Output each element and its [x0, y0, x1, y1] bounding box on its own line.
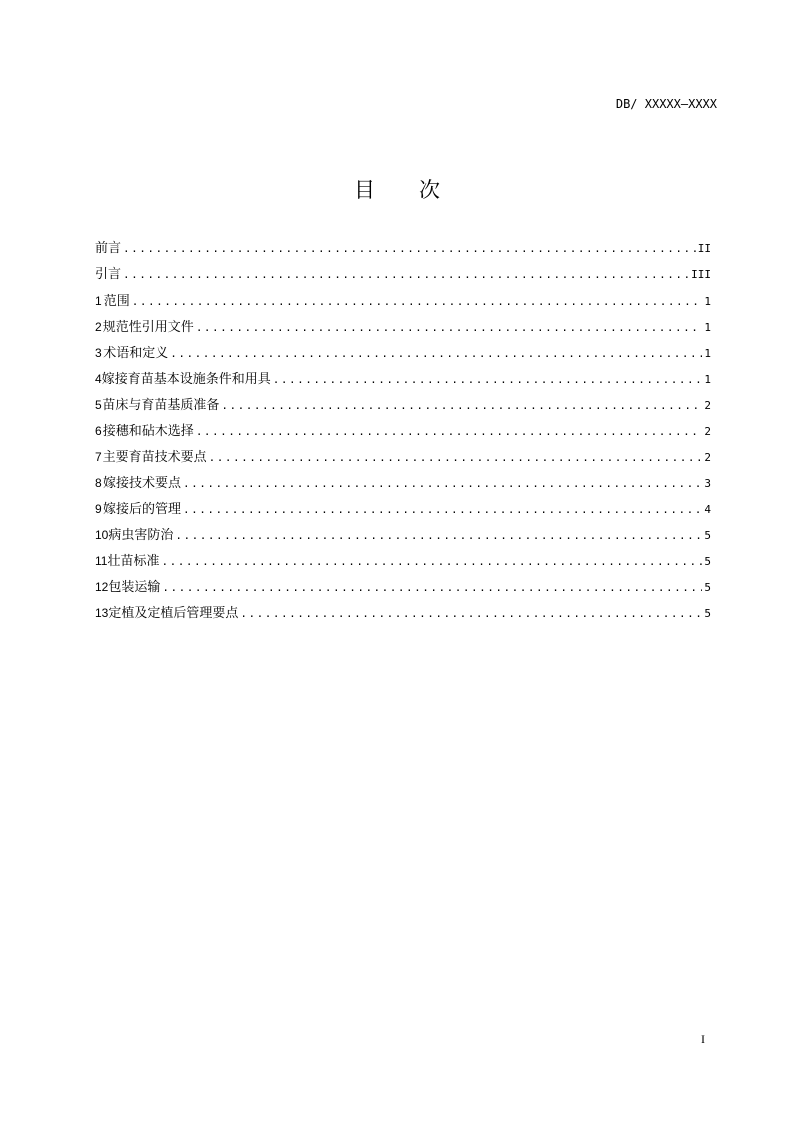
toc-entry-page: 5 — [704, 529, 711, 542]
toc-leader-dots — [196, 318, 703, 338]
toc-leader-dots — [175, 526, 702, 546]
toc-entry-label: 嫁接技术要点 — [103, 476, 182, 491]
toc-entry-number: 8 — [95, 476, 102, 490]
toc-entry-page: 1 — [704, 321, 711, 334]
toc-leader-dots — [273, 370, 703, 390]
toc-leader-dots — [183, 500, 702, 520]
toc-entry-page: 1 — [704, 373, 711, 386]
toc-entry-4[interactable] — [95, 369, 711, 395]
toc-leader-dots — [240, 604, 702, 624]
toc-entry-number: 10 — [95, 528, 109, 542]
toc-entry-13[interactable] — [95, 603, 711, 629]
page-title — [0, 174, 794, 204]
toc-leader-dots — [123, 265, 689, 285]
toc-entry-number: 12 — [95, 580, 109, 594]
toc-entry-3[interactable] — [95, 343, 711, 369]
toc-entry-7[interactable] — [95, 447, 711, 473]
toc-leader-dots — [162, 578, 702, 598]
toc-entry-label: 定植及定植后管理要点 — [108, 606, 239, 621]
toc-entry-2[interactable] — [95, 317, 711, 343]
toc-entry-page: 3 — [704, 477, 711, 490]
title-char-1: 目 — [354, 178, 375, 202]
toc-entry-page: 2 — [704, 399, 711, 412]
toc-entry-number: 5 — [95, 398, 102, 412]
table-of-contents — [95, 239, 711, 629]
toc-entry-1[interactable] — [95, 291, 711, 317]
toc-entry-number: 1 — [95, 294, 102, 308]
toc-entry-number: 3 — [95, 346, 102, 360]
toc-entry-label: 引言 — [95, 267, 122, 282]
toc-entry-6[interactable] — [95, 421, 711, 447]
toc-entry-label: 术语和定义 — [103, 346, 169, 361]
toc-entry-label: 范围 — [103, 294, 130, 309]
toc-entry-8[interactable] — [95, 473, 711, 499]
toc-entry-page: 2 — [704, 425, 711, 438]
toc-entry-label: 主要育苗技术要点 — [102, 450, 207, 465]
toc-entry-11[interactable] — [95, 551, 711, 577]
toc-entry-label: 嫁接育苗基本设施条件和用具 — [101, 372, 271, 387]
toc-entry-number: 7 — [95, 450, 102, 464]
toc-leader-dots — [183, 474, 702, 494]
page-number: I — [701, 1032, 705, 1046]
toc-leader-dots — [132, 292, 703, 312]
toc-entry-number: 9 — [95, 502, 102, 516]
toc-entry-page: 4 — [704, 503, 711, 516]
toc-entry-number: 4 — [95, 372, 102, 386]
toc-entry-label: 包装运输 — [108, 580, 161, 595]
toc-entry-page: 1 — [704, 295, 711, 308]
toc-entry-label: 病虫害防治 — [108, 528, 174, 543]
toc-leader-dots — [123, 239, 696, 259]
toc-entry-page: II — [697, 242, 711, 255]
toc-leader-dots — [161, 552, 702, 572]
toc-entry-label: 接穗和砧木选择 — [102, 424, 194, 439]
title-char-2: 次 — [419, 178, 440, 202]
toc-entry-number: 2 — [95, 320, 102, 334]
toc-entry-page: 5 — [704, 555, 711, 568]
toc-entry-number: 11 — [95, 554, 108, 568]
toc-entry-number: 6 — [95, 424, 102, 438]
toc-entry-label: 前言 — [95, 241, 122, 256]
toc-entry-introduction[interactable] — [95, 265, 711, 291]
toc-entry-foreword[interactable] — [95, 239, 711, 265]
toc-entry-12[interactable] — [95, 577, 711, 603]
toc-entry-9[interactable] — [95, 499, 711, 525]
toc-entry-number: 13 — [95, 606, 109, 620]
toc-entry-label: 规范性引用文件 — [102, 320, 194, 335]
toc-entry-page: 1 — [704, 347, 711, 360]
toc-entry-label: 嫁接后的管理 — [103, 502, 182, 517]
toc-entry-page: 5 — [704, 607, 711, 620]
toc-leader-dots — [209, 448, 703, 468]
toc-leader-dots — [170, 344, 702, 364]
toc-entry-5[interactable] — [95, 395, 711, 421]
toc-entry-page: III — [691, 268, 711, 281]
toc-entry-10[interactable] — [95, 525, 711, 551]
standard-code: DB/ XXXXX—XXXX — [615, 97, 717, 111]
toc-leader-dots — [221, 396, 702, 416]
toc-entry-page: 2 — [704, 451, 711, 464]
toc-entry-label: 苗床与育苗基质准备 — [102, 398, 220, 413]
toc-entry-page: 5 — [704, 581, 711, 594]
toc-entry-label: 壮苗标准 — [107, 554, 160, 569]
toc-leader-dots — [196, 422, 703, 442]
